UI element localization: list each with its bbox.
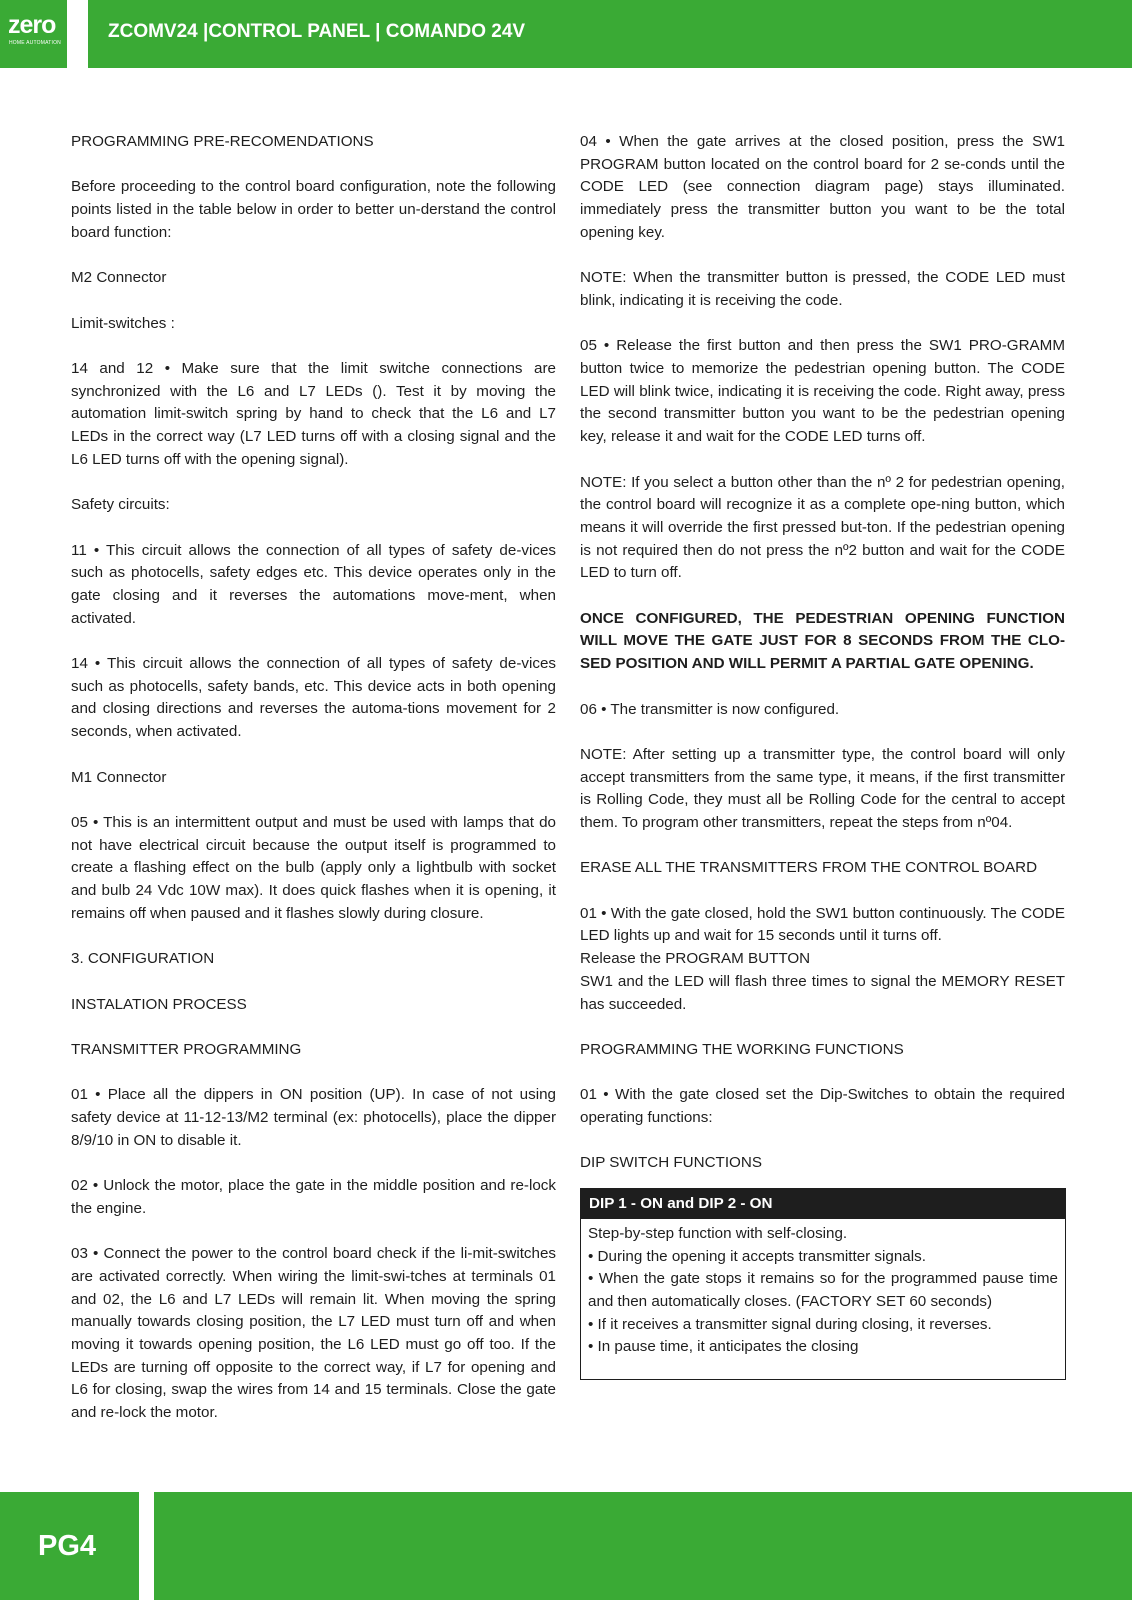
step-01: 01 • Place all the dippers in ON position (UP). In case of not using safety device at 11-12-13/M2 terminal (ex: photocells), place the dipper 8/9/10 in ON to disable it. [71, 1086, 556, 1149]
paragraph-lamp-output: 05 • This is an intermittent output and must be used with lamps that do not have electrical circuit because the output itself is programmed to create a flashing effect on the bulb (apply only a lightbulb with socket and bulb 24 Vdc 10W max). It does quick flashes when it is opening, it remains off when paused and it flashes slowly during closure. [71, 813, 556, 922]
step-05: 05 • Release the first button and then press the SW1 PRO-GRAMM button twice to memorize the pedestrian opening button. The CODE LED will blink twice, indicating it is receiving the code. Right away, press the second transmitter button you want to be the pedestrian opening key, release it and wait for the CODE LED turns off. [580, 337, 1065, 446]
dip-box-header: DIP 1 - ON and DIP 2 - ON [581, 1189, 1065, 1219]
page-number: PG4 [38, 1530, 97, 1562]
subheading-safety-circuits: Safety circuits: [71, 496, 170, 514]
dip-line: • In pause time, it anticipates the closing [588, 1338, 859, 1356]
section-heading-configuration: 3. CONFIGURATION [71, 950, 215, 968]
title-bar [88, 0, 1132, 68]
section-heading-erase-transmitters: ERASE ALL THE TRANSMITTERS FROM THE CONTROL BOARD [580, 859, 1038, 877]
step-06: 06 • The transmitter is now configured. [580, 700, 840, 718]
subheading-dip-switch-functions: DIP SWITCH FUNCTIONS [580, 1154, 762, 1172]
brand-logo [0, 0, 67, 68]
logo-tagline: HOME AUTOMATION [9, 40, 61, 46]
note-code-led-blink: NOTE: When the transmitter button is pressed, the CODE LED must blink, indicating it is receiving the code. [580, 269, 1065, 309]
page-header [0, 0, 1132, 68]
logo-wordmark: zero [8, 11, 56, 39]
subheading-m1-connector: M1 Connector [71, 768, 167, 786]
footer-bar [154, 1492, 1132, 1600]
step-02: 02 • Unlock the motor, place the gate in the middle position and re-lock the engine. [71, 1177, 556, 1217]
erase-step-01: 01 • With the gate closed, hold the SW1 button continuously. The CODE LED lights up and wait for 15 seconds until it turns off. [580, 904, 1065, 945]
dip-line: • If it receives a transmitter signal during closing, it reverses. [588, 1315, 992, 1333]
dip-line: • During the opening it accepts transmitter signals. [588, 1247, 926, 1265]
paragraph-limit-switch-sync: 14 and 12 • Make sure that the limit switche connections are synchronized with the L6 and L7 LEDs (). Test it by moving the automation limit-switch spring by hand to check that the L6 and L7 LEDs in the correct way (L7 LED turns off with a closing signal and the L6 LED turns off with the opening signal). [71, 359, 556, 468]
section-heading-working-functions: PROGRAMMING THE WORKING FUNCTIONS [580, 1040, 904, 1058]
note-pedestrian-button: NOTE: If you select a button other than the nº 2 for pedestrian opening, the control board will recognize it as a complete ope-ning button, which means it will override the first pressed but-ton. If the pedestrian opening is not required then do not press the nº2 button and wait for the CODE LED to turn off. [580, 473, 1065, 582]
left-column [71, 131, 556, 1425]
step-04: 04 • When the gate arrives at the closed position, press the SW1 PROGRAM button located on the control board for 2 se-conds until the CODE LED (see connection diagram page) stays illuminated. immediately press the transmitter button you want to be the total opening key. [580, 133, 1065, 241]
subheading-transmitter-programming: TRANSMITTER PROGRAMMING [71, 1040, 302, 1058]
subheading-limit-switches: Limit-switches : [71, 314, 175, 332]
document-title: ZCOMV24 |CONTROL PANEL | COMANDO 24V [108, 21, 526, 42]
paragraph-intro: Before proceeding to the control board configuration, note the following points listed in the table below in order to better un-derstand the control board function: [71, 178, 556, 241]
erase-memory-reset: SW1 and the LED will flash three times to signal the MEMORY RESET has succeeded. [580, 972, 1065, 1013]
dip-line: Step-by-step function with self-closing. [588, 1224, 848, 1242]
erase-release-program: Release the PROGRAM BUTTON [580, 950, 811, 968]
dip-box-body [581, 1219, 1065, 1379]
working-step-01: 01 • With the gate closed set the Dip-Switches to obtain the required operating functions: [580, 1086, 1065, 1127]
footer-page-block [0, 1492, 139, 1600]
note-transmitter-type: NOTE: After setting up a transmitter type, the control board will only accept transmitters from the same type, it means, if the first transmitter is Rolling Code, they must all be Rolling Code for the central to accept them. To program other transmitters, repeat the steps from nº04. [580, 745, 1065, 831]
step-03: 03 • Connect the power to the control board check if the li-mit-switches are activated correctly. When wiring the limit-swi-tches at terminals 01 and 02, the L6 and L7 LEDs will remain lit. When moving the spring manually towards closing position, the L7 LED must turn off and when moving it towards opening position, the L6 LED must go off too. If the LEDs are turning off opposite to the correct way, if L7 for opening and L6 for closing, swap the wires from 14 and 15 terminals. Close the gate and re-lock the motor. [71, 1245, 556, 1422]
warning-pedestrian-opening: ONCE CONFIGURED, THE PEDESTRIAN OPENING FUNCTION WILL MOVE THE GATE JUST FOR 8 SECONDS FROM THE CLO-SED POSITION AND WILL PERMIT A PARTIAL GATE OPENING. [580, 609, 1065, 673]
paragraph-safety-11: 11 • This circuit allows the connection of all types of safety de-vices such as photocells, safety edges etc. This device operates only in the gate closing and it reverses the automations move-ment, when activated. [71, 541, 556, 627]
paragraph-safety-14: 14 • This circuit allows the connection of all types of safety de-vices such as photocells, safety bands, etc. This device acts in both opening and closing directions and reverses the automa-tions movement for 2 seconds, when activated. [71, 655, 556, 741]
right-column [580, 131, 1065, 1380]
dip-line: • When the gate stops it remains so for the programmed pause time and then automatically closes. (FACTORY SET 60 seconds) [588, 1270, 1058, 1310]
section-heading-pre-recommendations: PROGRAMMING PRE-RECOMENDATIONS [71, 133, 374, 150]
subheading-m2-connector: M2 Connector [71, 269, 167, 287]
dip-function-box [580, 1188, 1066, 1380]
subheading-installation-process: INSTALATION PROCESS [71, 995, 247, 1013]
